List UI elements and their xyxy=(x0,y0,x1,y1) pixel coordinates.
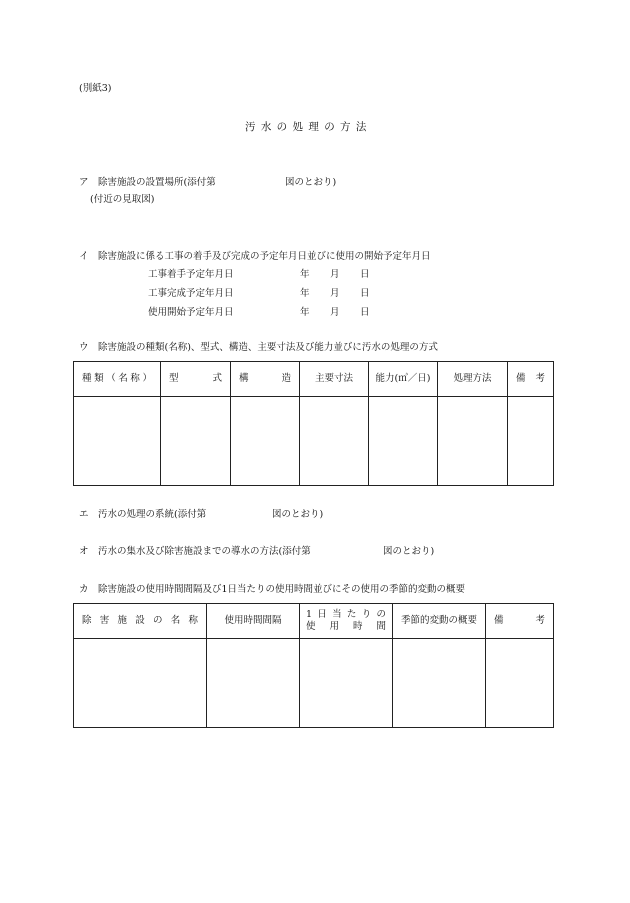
page-title: 汚 水 の 処 理 の 方 法 xyxy=(245,121,368,133)
header-remarks: 備考 xyxy=(508,362,554,397)
table-cell[interactable] xyxy=(508,397,554,486)
schedule-label: 工事着手予定年月日 xyxy=(148,269,234,280)
table-cell[interactable] xyxy=(438,397,508,486)
table-cell[interactable] xyxy=(300,397,369,486)
table-cell[interactable] xyxy=(486,639,554,728)
facility-spec-table xyxy=(73,361,554,486)
section-a-note: (付近の見取図) xyxy=(90,194,155,205)
schedule-day: 日 xyxy=(360,269,370,280)
schedule-year: 年 xyxy=(300,307,310,318)
table-cell[interactable] xyxy=(231,397,300,486)
schedule-day: 日 xyxy=(360,307,370,318)
table-cell[interactable] xyxy=(393,639,486,728)
table-cell[interactable] xyxy=(300,639,393,728)
table-header-row xyxy=(74,604,554,639)
header-daily-usage-time xyxy=(300,604,393,639)
schedule-year: 年 xyxy=(300,288,310,299)
table-row xyxy=(74,397,554,486)
header-method: 処理方法 xyxy=(438,362,508,397)
section-e-suffix: 図のとおり) xyxy=(272,509,324,520)
schedule-day: 日 xyxy=(360,288,370,299)
schedule-month: 月 xyxy=(330,269,340,280)
header-daily-usage-line1: 1日当たりの xyxy=(306,609,386,620)
header-remarks: 備考 xyxy=(486,604,554,639)
usage-time-table xyxy=(73,603,554,728)
schedule-label: 使用開始予定年月日 xyxy=(148,307,234,318)
section-u-label: ウ 除害施設の種類(名称)、型式、構造、主要寸法及び能力並びに汚水の処理の方式 xyxy=(79,342,438,353)
header-daily-usage-line2: 使用時間 xyxy=(306,621,386,632)
schedule-label: 工事完成予定年月日 xyxy=(148,288,234,299)
table-cell[interactable] xyxy=(369,397,438,486)
section-ka-label: カ 除害施設の使用時間間隔及び1日当たりの使用時間並びにその使用の季節的変動の概要 xyxy=(79,584,466,595)
section-e-label: エ 汚水の処理の系統(添付第 xyxy=(79,509,207,520)
table-cell[interactable] xyxy=(207,639,300,728)
schedule-month: 月 xyxy=(330,307,340,318)
header-capacity: 能力(㎥／日) xyxy=(369,362,438,397)
header-type-name: 種類（名称） xyxy=(74,362,161,397)
section-a-label: ア 除害施設の設置場所(添付第 xyxy=(79,177,216,188)
table-cell[interactable] xyxy=(74,397,161,486)
schedule-year: 年 xyxy=(300,269,310,280)
schedule-month: 月 xyxy=(330,288,340,299)
header-seasonal-variation: 季節的変動の概要 xyxy=(393,604,486,639)
header-usage-interval: 使用時間間隔 xyxy=(207,604,300,639)
attachment-number: (別紙3) xyxy=(79,83,112,94)
table-cell[interactable] xyxy=(161,397,231,486)
header-structure: 構造 xyxy=(231,362,300,397)
header-facility-name: 除害施設の名称 xyxy=(74,604,207,639)
section-o-label: オ 汚水の集水及び除害施設までの導水の方法(添付第 xyxy=(79,546,311,557)
table-header-row xyxy=(74,362,554,397)
header-model: 型式 xyxy=(161,362,231,397)
table-cell[interactable] xyxy=(74,639,207,728)
header-dimensions: 主要寸法 xyxy=(300,362,369,397)
section-o-suffix: 図のとおり) xyxy=(383,546,435,557)
table-row xyxy=(74,639,554,728)
section-i-label: イ 除害施設に係る工事の着手及び完成の予定年月日並びに使用の開始予定年月日 xyxy=(79,251,431,262)
section-a-suffix: 図のとおり) xyxy=(285,177,337,188)
